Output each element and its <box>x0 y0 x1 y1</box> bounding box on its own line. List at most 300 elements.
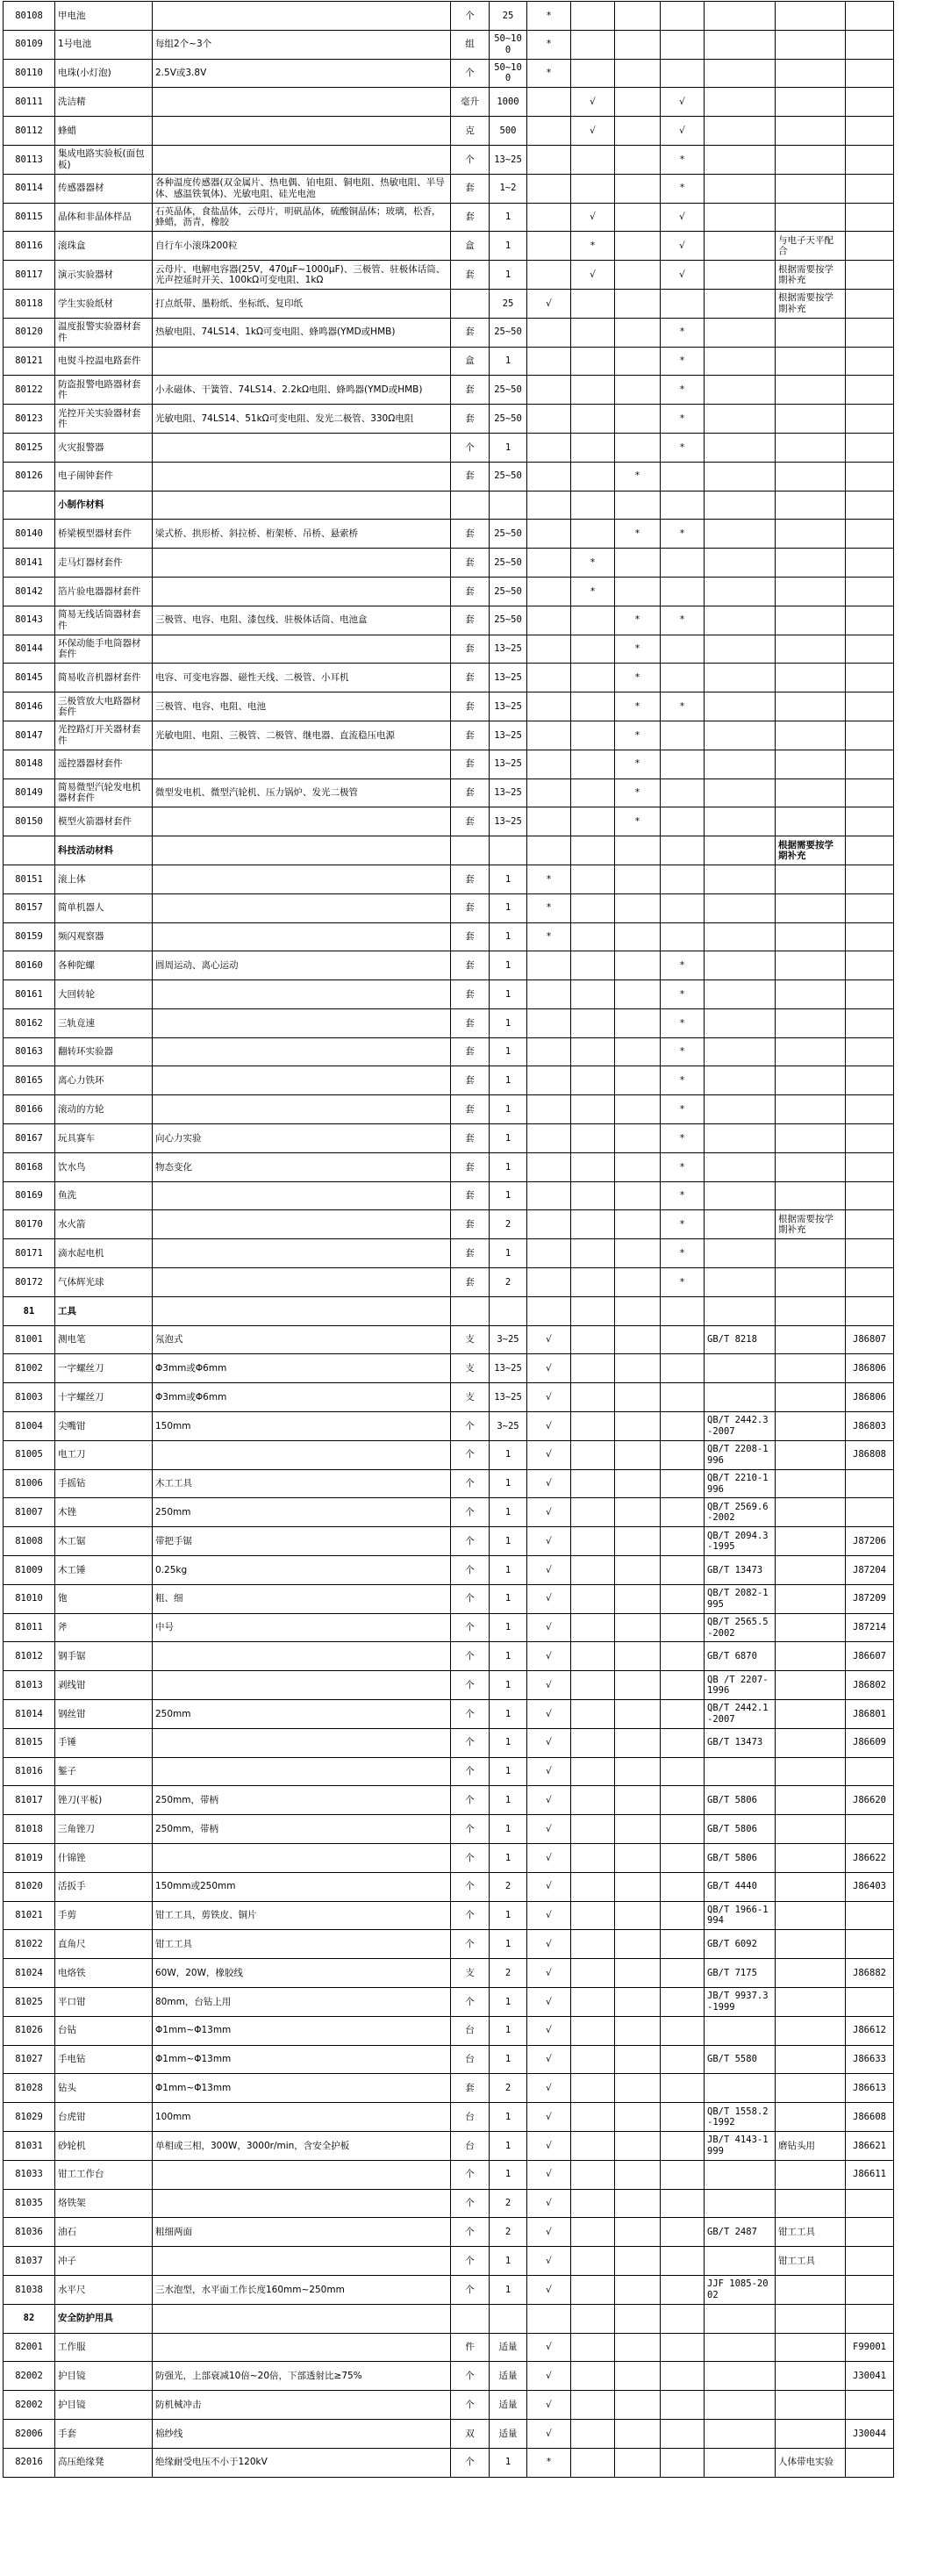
cell-jcode: J86806 <box>846 1354 894 1383</box>
cell-check-3 <box>615 1268 661 1297</box>
cell-check-3: * <box>615 750 661 779</box>
cell-name: 火灾报警器 <box>55 433 153 462</box>
table-row <box>4 1959 894 1988</box>
cell-name: 电熨斗控温电路套件 <box>55 347 153 376</box>
cell-jcode: F99001 <box>846 2333 894 2362</box>
cell-qty: 2 <box>490 1210 527 1239</box>
cell-qty: 2 <box>490 2218 527 2247</box>
cell-check-4: * <box>661 692 705 721</box>
table-row <box>4 261 894 290</box>
cell-check-4 <box>661 1700 705 1729</box>
cell-check-2 <box>571 2103 615 2132</box>
cell-note <box>776 779 846 807</box>
cell-check-3 <box>615 1584 661 1613</box>
cell-check-2 <box>571 1239 615 1268</box>
cell-spec <box>153 1844 451 1873</box>
cell-check-2 <box>571 289 615 318</box>
cell-name: 各种陀螺 <box>55 951 153 980</box>
cell-name: 工具 <box>55 1296 153 1325</box>
cell-standard <box>705 1757 776 1786</box>
cell-check-4 <box>661 1728 705 1757</box>
cell-check-4 <box>661 2131 705 2160</box>
cell-jcode <box>846 174 894 203</box>
cell-check-4 <box>661 1325 705 1354</box>
cell-check-3 <box>615 1671 661 1700</box>
cell-standard <box>705 318 776 347</box>
cell-check-4 <box>661 1383 705 1412</box>
cell-note <box>776 1556 846 1585</box>
cell-check-1: √ <box>527 1440 571 1469</box>
cell-jcode: J86403 <box>846 1872 894 1901</box>
cell-qty: 1 <box>490 1037 527 1066</box>
cell-name: 模型火箭器材套件 <box>55 807 153 836</box>
cell-note <box>776 203 846 232</box>
cell-spec <box>153 2247 451 2276</box>
cell-check-3 <box>615 2362 661 2391</box>
cell-qty: 1 <box>490 1008 527 1037</box>
cell-check-1 <box>527 1095 571 1124</box>
cell-jcode <box>846 405 894 434</box>
cell-code: 81002 <box>4 1354 55 1383</box>
cell-standard: GB/T 5806 <box>705 1786 776 1815</box>
cell-name: 大回转轮 <box>55 980 153 1009</box>
cell-check-2 <box>571 1440 615 1469</box>
cell-spec <box>153 577 451 606</box>
cell-name: 玩具赛车 <box>55 1124 153 1153</box>
cell-name: 电珠(小灯泡) <box>55 59 153 88</box>
cell-check-2 <box>571 1268 615 1297</box>
cell-qty: 13~25 <box>490 807 527 836</box>
cell-spec <box>153 2189 451 2218</box>
table-row <box>4 1354 894 1383</box>
cell-check-2 <box>571 405 615 434</box>
cell-check-3 <box>615 2304 661 2333</box>
table-row <box>4 577 894 606</box>
cell-spec <box>153 1268 451 1297</box>
cell-note <box>776 2333 846 2362</box>
cell-code: 81026 <box>4 2016 55 2045</box>
cell-qty: 13~25 <box>490 635 527 664</box>
cell-spec: 250mm <box>153 1700 451 1729</box>
cell-code: 80118 <box>4 289 55 318</box>
cell-name: 气体辉光球 <box>55 1268 153 1297</box>
cell-name: 光控路灯开关器材套件 <box>55 721 153 750</box>
cell-jcode <box>846 721 894 750</box>
cell-check-3 <box>615 1844 661 1873</box>
cell-note <box>776 721 846 750</box>
cell-qty: 13~25 <box>490 721 527 750</box>
cell-jcode <box>846 318 894 347</box>
cell-name: 钢丝钳 <box>55 1700 153 1729</box>
cell-check-2 <box>571 2045 615 2074</box>
cell-standard <box>705 865 776 893</box>
cell-note <box>776 1757 846 1786</box>
cell-unit: 套 <box>451 922 490 951</box>
cell-spec: 木工工具 <box>153 1469 451 1498</box>
table-row <box>4 1584 894 1613</box>
cell-spec <box>153 865 451 893</box>
cell-jcode <box>846 1757 894 1786</box>
cell-name: 直角尺 <box>55 1930 153 1959</box>
cell-standard: QB/T 1966-1994 <box>705 1901 776 1930</box>
cell-standard <box>705 1037 776 1066</box>
cell-check-4: * <box>661 376 705 405</box>
cell-standard: QB/T 2208-1996 <box>705 1440 776 1469</box>
cell-standard <box>705 1095 776 1124</box>
cell-check-1 <box>527 951 571 980</box>
cell-check-4: * <box>661 1124 705 1153</box>
cell-qty: 1 <box>490 1239 527 1268</box>
cell-code: 80112 <box>4 117 55 146</box>
cell-qty: 1 <box>490 1095 527 1124</box>
cell-spec <box>153 1296 451 1325</box>
cell-standard <box>705 1268 776 1297</box>
cell-unit: 套 <box>451 462 490 491</box>
cell-jcode <box>846 635 894 664</box>
cell-standard <box>705 779 776 807</box>
cell-standard <box>705 549 776 578</box>
table-row <box>4 779 894 807</box>
cell-unit: 个 <box>451 2391 490 2420</box>
cell-code: 81012 <box>4 1642 55 1671</box>
cell-check-3 <box>615 1872 661 1901</box>
cell-qty: 1 <box>490 1757 527 1786</box>
cell-name: 三角锉刀 <box>55 1815 153 1844</box>
cell-name: 学生实验纸材 <box>55 289 153 318</box>
cell-check-4 <box>661 2448 705 2477</box>
cell-name: 台虎钳 <box>55 2103 153 2132</box>
cell-code: 80169 <box>4 1181 55 1210</box>
cell-check-2: √ <box>571 117 615 146</box>
cell-check-4 <box>661 2333 705 2362</box>
cell-note <box>776 520 846 549</box>
cell-code: 80120 <box>4 318 55 347</box>
cell-jcode: J86609 <box>846 1728 894 1757</box>
cell-check-4 <box>661 635 705 664</box>
cell-standard: QB/T 2565.5-2002 <box>705 1613 776 1642</box>
cell-check-1: √ <box>527 2391 571 2420</box>
cell-standard: GB/T 13473 <box>705 1728 776 1757</box>
cell-standard <box>705 2304 776 2333</box>
cell-check-1 <box>527 88 571 117</box>
cell-unit: 套 <box>451 1124 490 1153</box>
cell-check-4 <box>661 2074 705 2103</box>
cell-code <box>4 491 55 520</box>
cell-code: 81 <box>4 1296 55 1325</box>
cell-standard <box>705 1066 776 1095</box>
cell-name: 木锉 <box>55 1498 153 1527</box>
cell-note <box>776 117 846 146</box>
cell-jcode: J86607 <box>846 1642 894 1671</box>
cell-jcode <box>846 1181 894 1210</box>
cell-spec: 100mm <box>153 2103 451 2132</box>
cell-check-1 <box>527 433 571 462</box>
cell-check-2 <box>571 692 615 721</box>
cell-check-3 <box>615 1124 661 1153</box>
cell-check-4 <box>661 1987 705 2016</box>
cell-note <box>776 1181 846 1210</box>
cell-check-3 <box>615 318 661 347</box>
cell-standard <box>705 2362 776 2391</box>
cell-check-2 <box>571 807 615 836</box>
cell-check-1 <box>527 577 571 606</box>
cell-code: 82002 <box>4 2362 55 2391</box>
cell-unit: 套 <box>451 664 490 692</box>
cell-unit: 套 <box>451 1268 490 1297</box>
cell-qty: 25~50 <box>490 462 527 491</box>
table-row <box>4 2189 894 2218</box>
cell-check-3 <box>615 1613 661 1642</box>
table-row <box>4 1181 894 1210</box>
cell-code: 82002 <box>4 2391 55 2420</box>
cell-standard <box>705 2189 776 2218</box>
cell-qty: 1 <box>490 2045 527 2074</box>
cell-code: 81004 <box>4 1412 55 1441</box>
cell-check-3 <box>615 2218 661 2247</box>
cell-code: 80117 <box>4 261 55 290</box>
table-row <box>4 2362 894 2391</box>
cell-standard <box>705 88 776 117</box>
cell-check-2: * <box>571 577 615 606</box>
cell-check-1: √ <box>527 2333 571 2362</box>
cell-unit: 个 <box>451 1671 490 1700</box>
cell-check-2 <box>571 1671 615 1700</box>
cell-standard <box>705 635 776 664</box>
cell-name: 频闪观察器 <box>55 922 153 951</box>
cell-note <box>776 2391 846 2420</box>
cell-code: 80162 <box>4 1008 55 1037</box>
cell-check-1 <box>527 405 571 434</box>
cell-check-3 <box>615 117 661 146</box>
cell-note <box>776 692 846 721</box>
cell-note: 根据需要按学期补充 <box>776 1210 846 1239</box>
cell-unit: 套 <box>451 1239 490 1268</box>
table-row <box>4 1239 894 1268</box>
cell-unit: 个 <box>451 1642 490 1671</box>
cell-code: 81006 <box>4 1469 55 1498</box>
cell-unit <box>451 2304 490 2333</box>
cell-spec: 棉纱线 <box>153 2419 451 2448</box>
cell-spec: 60W，20W，橡胶线 <box>153 1959 451 1988</box>
cell-check-1 <box>527 1066 571 1095</box>
cell-note: 钳工工具 <box>776 2247 846 2276</box>
table-row <box>4 1844 894 1873</box>
cell-check-1: √ <box>527 1959 571 1988</box>
table-row <box>4 1210 894 1239</box>
cell-qty: 1 <box>490 2160 527 2189</box>
cell-check-4 <box>661 2247 705 2276</box>
cell-unit: 套 <box>451 865 490 893</box>
cell-jcode <box>846 1469 894 1498</box>
cell-jcode: J86806 <box>846 1383 894 1412</box>
cell-check-4: * <box>661 606 705 635</box>
cell-code: 81018 <box>4 1815 55 1844</box>
cell-check-2 <box>571 1469 615 1498</box>
table-row <box>4 347 894 376</box>
cell-jcode <box>846 59 894 88</box>
cell-name: 蜂蜡 <box>55 117 153 146</box>
cell-note <box>776 1268 846 1297</box>
cell-qty: 25 <box>490 2 527 31</box>
cell-check-2 <box>571 491 615 520</box>
table-row <box>4 865 894 893</box>
cell-spec: 向心力实验 <box>153 1124 451 1153</box>
cell-jcode <box>846 980 894 1009</box>
cell-check-3 <box>615 2419 661 2448</box>
cell-check-3 <box>615 1325 661 1354</box>
cell-check-4 <box>661 2304 705 2333</box>
cell-unit: 个 <box>451 2448 490 2477</box>
cell-jcode <box>846 462 894 491</box>
cell-standard: GB/T 6870 <box>705 1642 776 1671</box>
cell-code: 81007 <box>4 1498 55 1527</box>
cell-check-3 <box>615 2045 661 2074</box>
cell-spec: 150mm或250mm <box>153 1872 451 1901</box>
cell-check-3 <box>615 2275 661 2304</box>
cell-check-1: √ <box>527 2074 571 2103</box>
cell-unit: 套 <box>451 376 490 405</box>
cell-note <box>776 1527 846 1556</box>
cell-code: 80111 <box>4 88 55 117</box>
cell-code: 80146 <box>4 692 55 721</box>
cell-unit: 件 <box>451 2333 490 2362</box>
section-row <box>4 836 894 865</box>
cell-standard <box>705 30 776 59</box>
cell-name: 工作服 <box>55 2333 153 2362</box>
cell-check-3 <box>615 405 661 434</box>
cell-check-1 <box>527 1008 571 1037</box>
cell-unit: 个 <box>451 1412 490 1441</box>
table-row <box>4 606 894 635</box>
cell-jcode: J87214 <box>846 1613 894 1642</box>
cell-note <box>776 347 846 376</box>
cell-check-1: √ <box>527 2160 571 2189</box>
cell-check-3 <box>615 2247 661 2276</box>
table-row <box>4 1008 894 1037</box>
table-row <box>4 549 894 578</box>
table-row <box>4 1383 894 1412</box>
cell-check-3 <box>615 1354 661 1383</box>
cell-unit: 个 <box>451 1786 490 1815</box>
cell-name: 滚上体 <box>55 865 153 893</box>
table-row <box>4 1152 894 1181</box>
cell-standard: GB/T 8218 <box>705 1325 776 1354</box>
cell-qty: 1 <box>490 1498 527 1527</box>
cell-code: 81005 <box>4 1440 55 1469</box>
cell-note <box>776 1296 846 1325</box>
cell-unit: 套 <box>451 750 490 779</box>
cell-spec: Φ3mm或Φ6mm <box>153 1354 451 1383</box>
cell-unit: 套 <box>451 1008 490 1037</box>
cell-qty: 25~50 <box>490 549 527 578</box>
cell-unit: 个 <box>451 1700 490 1729</box>
cell-check-1 <box>527 376 571 405</box>
cell-check-4 <box>661 1815 705 1844</box>
table-row <box>4 30 894 59</box>
cell-jcode: J86621 <box>846 2131 894 2160</box>
cell-check-1: √ <box>527 2131 571 2160</box>
cell-check-3 <box>615 261 661 290</box>
cell-jcode <box>846 1498 894 1527</box>
cell-check-4: √ <box>661 88 705 117</box>
table-row <box>4 145 894 174</box>
cell-note <box>776 980 846 1009</box>
cell-check-4 <box>661 1584 705 1613</box>
table-row <box>4 1613 894 1642</box>
cell-code: 80122 <box>4 376 55 405</box>
cell-spec: 80mm，台钻上用 <box>153 1987 451 2016</box>
cell-standard <box>705 59 776 88</box>
cell-jcode: J86882 <box>846 1959 894 1988</box>
cell-check-3 <box>615 1383 661 1412</box>
cell-check-3 <box>615 1181 661 1210</box>
cell-note <box>776 1987 846 2016</box>
cell-qty: 1 <box>490 951 527 980</box>
cell-spec <box>153 893 451 922</box>
cell-check-2 <box>571 779 615 807</box>
cell-check-3 <box>615 893 661 922</box>
cell-jcode <box>846 692 894 721</box>
cell-qty: 1 <box>490 2448 527 2477</box>
table-row <box>4 1066 894 1095</box>
cell-jcode <box>846 2448 894 2477</box>
cell-check-2: √ <box>571 88 615 117</box>
cell-jcode <box>846 203 894 232</box>
cell-standard <box>705 117 776 146</box>
cell-note <box>776 1930 846 1959</box>
cell-check-1: √ <box>527 2016 571 2045</box>
cell-check-4 <box>661 865 705 893</box>
cell-name: 手套 <box>55 2419 153 2448</box>
cell-qty: 1 <box>490 893 527 922</box>
cell-code: 82016 <box>4 2448 55 2477</box>
cell-unit: 个 <box>451 145 490 174</box>
cell-standard <box>705 376 776 405</box>
cell-jcode <box>846 2304 894 2333</box>
cell-spec <box>153 836 451 865</box>
cell-unit: 套 <box>451 318 490 347</box>
cell-code: 80142 <box>4 577 55 606</box>
cell-standard <box>705 1181 776 1210</box>
cell-jcode <box>846 577 894 606</box>
table-row <box>4 1325 894 1354</box>
cell-unit: 个 <box>451 1815 490 1844</box>
cell-name: 传感器器材 <box>55 174 153 203</box>
cell-check-4 <box>661 1671 705 1700</box>
cell-qty: 1 <box>490 1700 527 1729</box>
cell-check-4 <box>661 549 705 578</box>
cell-check-3 <box>615 1959 661 1988</box>
cell-unit: 套 <box>451 520 490 549</box>
cell-spec: 光敏电阻、电阻、三极管、二极管、继电器、直流稳压电源 <box>153 721 451 750</box>
cell-standard <box>705 2247 776 2276</box>
table-row <box>4 2074 894 2103</box>
cell-standard <box>705 2016 776 2045</box>
table-row <box>4 174 894 203</box>
table-row <box>4 1700 894 1729</box>
table-row <box>4 2016 894 2045</box>
cell-name: 饮水鸟 <box>55 1152 153 1181</box>
cell-qty: 适量 <box>490 2419 527 2448</box>
cell-standard: QB/T 2442.3-2007 <box>705 1412 776 1441</box>
cell-name: 遥控器器材套件 <box>55 750 153 779</box>
cell-name: 冲子 <box>55 2247 153 2276</box>
cell-check-4: √ <box>661 203 705 232</box>
cell-check-2 <box>571 1296 615 1325</box>
table-row <box>4 1037 894 1066</box>
cell-jcode <box>846 922 894 951</box>
cell-note <box>776 1383 846 1412</box>
